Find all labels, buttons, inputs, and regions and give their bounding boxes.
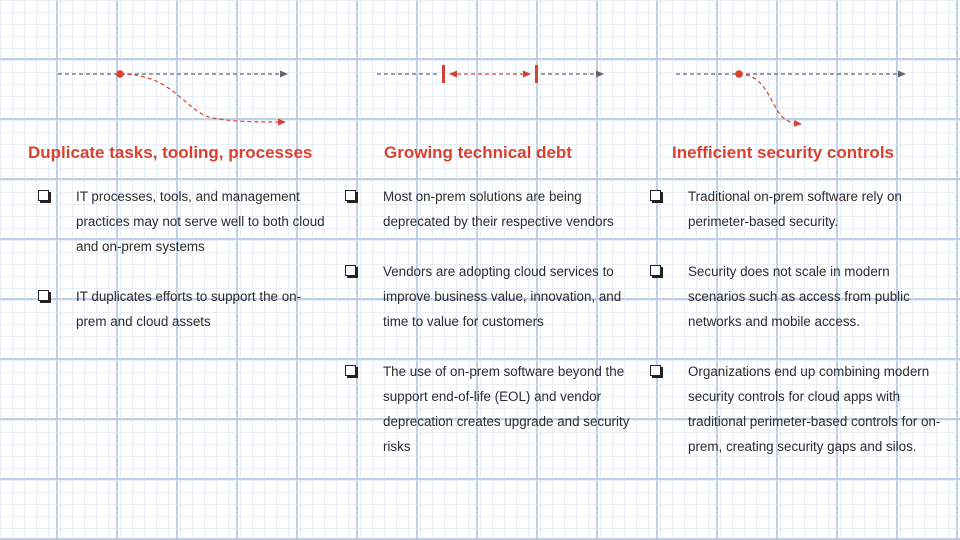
checkbox-icon [345, 265, 356, 276]
checkbox-icon [650, 190, 661, 201]
column-duplicate-tasks [28, 140, 328, 359]
bullet-text: IT duplicates efforts to support the on-prem and cloud assets [76, 289, 302, 329]
bullet-text: Organizations end up combining modern security controls for cloud apps with traditional perimeter-based controls for on-prem, creating security gaps and silos. [688, 364, 941, 454]
list-item [345, 359, 640, 459]
bullet-list [28, 184, 328, 334]
diverging-path-diagram [55, 58, 295, 130]
bullet-list [345, 184, 640, 459]
checkbox-icon [650, 265, 661, 276]
left-bar [442, 65, 445, 83]
bullet-text: Most on-prem solutions are being deprecated by their respective vendors [383, 189, 614, 229]
column-title: Duplicate tasks, tooling, processes [28, 143, 313, 162]
column-title: Inefficient security controls [672, 143, 894, 162]
list-item [650, 259, 950, 334]
bullet-text: IT processes, tools, and management practices may not serve well to both cloud and on-prem systems [76, 189, 325, 254]
bullet-text: Traditional on-prem software rely on perimeter-based security. [688, 189, 902, 229]
dropping-arrow [739, 74, 801, 124]
checkbox-icon [38, 190, 49, 201]
bullet-text: Security does not scale in modern scenarios such as access from public networks and mobile access. [688, 264, 910, 329]
bullet-text: Vendors are adopting cloud services to improve business value, innovation, and time to value for customers [383, 264, 622, 329]
list-item [650, 184, 950, 234]
diverging-arrow [120, 74, 285, 122]
bullet-text: The use of on-prem software beyond the support end-of-life (EOL) and vendor deprecation creates upgrade and security risks [383, 364, 630, 454]
checkbox-icon [345, 365, 356, 376]
dropping-path-diagram [673, 58, 913, 130]
branch-point [116, 70, 124, 78]
gap-diagram [375, 58, 615, 98]
bullet-list [650, 184, 950, 459]
list-item [28, 184, 328, 259]
right-bar [535, 65, 538, 83]
list-item [650, 359, 950, 459]
drop-point [735, 70, 743, 78]
checkbox-icon [345, 190, 356, 201]
list-item [345, 184, 640, 234]
list-item [345, 259, 640, 334]
column-security-controls [650, 140, 950, 484]
checkbox-icon [650, 365, 661, 376]
column-title: Growing technical debt [384, 143, 572, 162]
list-item [28, 284, 328, 334]
column-technical-debt [345, 140, 640, 484]
checkbox-icon [38, 290, 49, 301]
